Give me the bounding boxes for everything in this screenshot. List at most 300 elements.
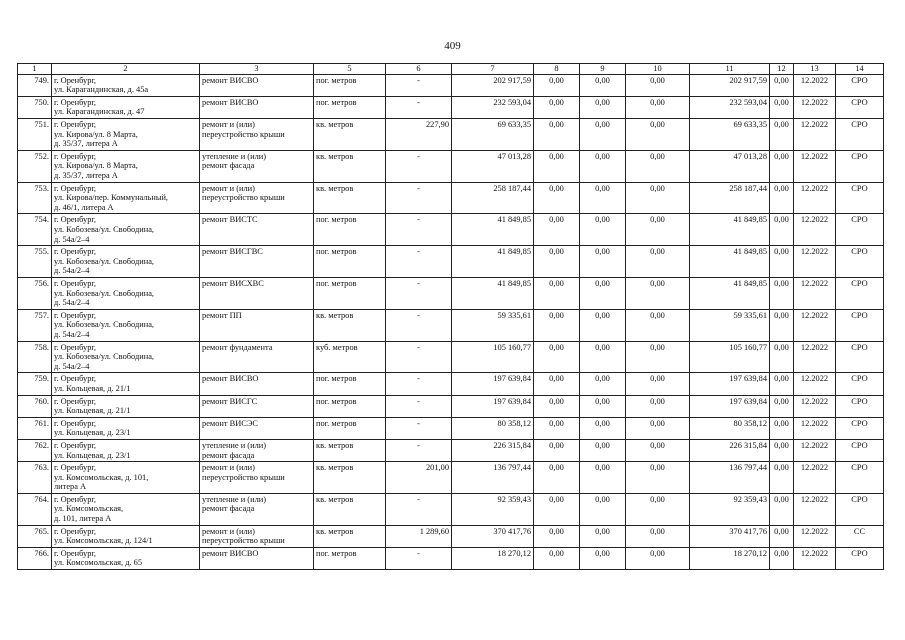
table-row <box>18 182 884 214</box>
address-cell-line: ул. Комсомольская, <box>54 504 124 514</box>
column-header: 5 <box>314 64 386 75</box>
work-type-cell-line: ремонт фундамента <box>202 342 273 352</box>
address-cell-line: г. Оренбург, <box>54 183 97 193</box>
work-type-cell-line: ремонт и (или) <box>202 463 255 473</box>
work-type-cell <box>200 277 314 309</box>
col14-cell: СРО <box>836 74 884 96</box>
table-row <box>18 246 884 278</box>
col8-cell: 0,00 <box>534 182 580 214</box>
col14-cell: СРО <box>836 417 884 439</box>
col13-cell: 12.2022 <box>794 150 836 182</box>
col9-cell: 0,00 <box>580 246 626 278</box>
work-type-cell <box>200 439 314 461</box>
address-cell <box>52 373 200 395</box>
col14-cell: СРО <box>836 309 884 341</box>
unit-cell: кв. метров <box>314 439 386 461</box>
col13-cell: 12.2022 <box>794 96 836 118</box>
table-row <box>18 74 884 96</box>
col12-cell: 0,00 <box>770 74 794 96</box>
table-row <box>18 214 884 246</box>
unit-cell: пог. метров <box>314 417 386 439</box>
address-cell-line: ул. Комсомольская, д. 124/1 <box>54 536 153 546</box>
table-row <box>18 547 884 569</box>
unit-cell: пог. метров <box>314 214 386 246</box>
col8-cell: 0,00 <box>534 246 580 278</box>
col9-cell: 0,00 <box>580 373 626 395</box>
col9-cell: 0,00 <box>580 493 626 525</box>
address-cell-line: ул. Комсомольская, д. 65 <box>54 558 143 568</box>
address-cell <box>52 182 200 214</box>
address-cell-line: д. 101, литера А <box>54 514 112 524</box>
row-number-cell: 761. <box>18 417 52 439</box>
address-cell-line: ул. Кольцевая, д. 23/1 <box>54 428 131 438</box>
col7-cell: 18 270,12 <box>452 547 534 569</box>
unit-cell: пог. метров <box>314 395 386 417</box>
col10-cell: 0,00 <box>626 150 690 182</box>
col8-cell: 0,00 <box>534 277 580 309</box>
col12-cell: 0,00 <box>770 96 794 118</box>
address-cell-line: ул. Кольцевая, д. 21/1 <box>54 406 131 416</box>
work-type-cell <box>200 182 314 214</box>
address-cell-line: д. 35/37, литера А <box>54 170 118 180</box>
work-type-cell <box>200 493 314 525</box>
col11-cell: 69 633,35 <box>690 118 770 150</box>
work-type-cell-line: ремонт и (или) <box>202 526 255 536</box>
work-type-cell-line: ремонт ВИСТС <box>202 215 258 225</box>
col7-cell: 41 849,85 <box>452 214 534 246</box>
address-cell <box>52 309 200 341</box>
col13-cell: 12.2022 <box>794 309 836 341</box>
address-cell-line: г. Оренбург, <box>54 247 97 257</box>
address-cell-line: ул. Кольцевая, д. 23/1 <box>54 450 131 460</box>
col9-cell: 0,00 <box>580 277 626 309</box>
col10-cell: 0,00 <box>626 417 690 439</box>
col8-cell: 0,00 <box>534 439 580 461</box>
work-type-cell <box>200 547 314 569</box>
col10-cell: 0,00 <box>626 309 690 341</box>
col14-cell: СРО <box>836 277 884 309</box>
col10-cell: 0,00 <box>626 74 690 96</box>
area-cell: - <box>386 493 452 525</box>
row-number-cell: 750. <box>18 96 52 118</box>
row-number-cell: 764. <box>18 493 52 525</box>
col12-cell: 0,00 <box>770 150 794 182</box>
work-type-cell-line: ремонт фасада <box>202 504 255 514</box>
col13-cell: 12.2022 <box>794 182 836 214</box>
table-body <box>18 74 884 569</box>
address-cell-line: д. 54а/2–4 <box>54 266 90 276</box>
address-cell-line: д. 54а/2–4 <box>54 329 90 339</box>
work-type-cell <box>200 462 314 494</box>
col10-cell: 0,00 <box>626 439 690 461</box>
work-type-cell-line: ремонт ВИСГВС <box>202 247 263 257</box>
col9-cell: 0,00 <box>580 214 626 246</box>
area-cell: - <box>386 547 452 569</box>
address-cell-line: ул. Карагандинская, д. 47 <box>54 107 145 117</box>
unit-cell: пог. метров <box>314 547 386 569</box>
col12-cell: 0,00 <box>770 417 794 439</box>
table-row <box>18 96 884 118</box>
col7-cell: 59 335,61 <box>452 309 534 341</box>
table-row <box>18 118 884 150</box>
col14-cell: СРО <box>836 182 884 214</box>
col7-cell: 197 639,84 <box>452 395 534 417</box>
col11-cell: 41 849,85 <box>690 246 770 278</box>
address-cell <box>52 246 200 278</box>
col9-cell: 0,00 <box>580 309 626 341</box>
address-cell <box>52 462 200 494</box>
col10-cell: 0,00 <box>626 373 690 395</box>
col9-cell: 0,00 <box>580 341 626 373</box>
col7-cell: 92 359,43 <box>452 493 534 525</box>
col11-cell: 202 917,59 <box>690 74 770 96</box>
column-header: 2 <box>52 64 200 75</box>
col12-cell: 0,00 <box>770 118 794 150</box>
table-row <box>18 462 884 494</box>
work-type-cell-line: ремонт ВИСВО <box>202 374 259 384</box>
col7-cell: 69 633,35 <box>452 118 534 150</box>
address-cell <box>52 493 200 525</box>
unit-cell: куб. метров <box>314 341 386 373</box>
col13-cell: 12.2022 <box>794 246 836 278</box>
table-row <box>18 493 884 525</box>
col11-cell: 136 797,44 <box>690 462 770 494</box>
col7-cell: 105 160,77 <box>452 341 534 373</box>
col11-cell: 92 359,43 <box>690 493 770 525</box>
column-header: 11 <box>690 64 770 75</box>
address-cell-line: г. Оренбург, <box>54 278 97 288</box>
col14-cell: СРО <box>836 96 884 118</box>
address-cell <box>52 439 200 461</box>
column-header: 3 <box>200 64 314 75</box>
unit-cell: пог. метров <box>314 246 386 278</box>
area-cell: - <box>386 150 452 182</box>
work-type-cell-line: утепление и (или) <box>202 151 267 161</box>
col13-cell: 12.2022 <box>794 74 836 96</box>
col12-cell: 0,00 <box>770 309 794 341</box>
col8-cell: 0,00 <box>534 118 580 150</box>
col8-cell: 0,00 <box>534 462 580 494</box>
column-header: 8 <box>534 64 580 75</box>
unit-cell: пог. метров <box>314 373 386 395</box>
area-cell: - <box>386 182 452 214</box>
address-cell-line: г. Оренбург, <box>54 463 97 473</box>
col12-cell: 0,00 <box>770 525 794 547</box>
unit-cell: кв. метров <box>314 525 386 547</box>
col7-cell: 202 917,59 <box>452 74 534 96</box>
col14-cell: СРО <box>836 214 884 246</box>
col10-cell: 0,00 <box>626 525 690 547</box>
address-cell <box>52 395 200 417</box>
col11-cell: 258 187,44 <box>690 182 770 214</box>
area-cell: - <box>386 246 452 278</box>
page-number: 409 <box>444 40 461 52</box>
col13-cell: 12.2022 <box>794 525 836 547</box>
row-number-cell: 749. <box>18 74 52 96</box>
address-cell-line: ул. Кобозева/ул. Свободина, <box>54 352 155 362</box>
address-cell <box>52 525 200 547</box>
col13-cell: 12.2022 <box>794 439 836 461</box>
work-type-cell-line: ремонт ВИСВО <box>202 75 259 85</box>
col8-cell: 0,00 <box>534 417 580 439</box>
col12-cell: 0,00 <box>770 277 794 309</box>
col12-cell: 0,00 <box>770 395 794 417</box>
col14-cell: СРО <box>836 462 884 494</box>
col7-cell: 226 315,84 <box>452 439 534 461</box>
col13-cell: 12.2022 <box>794 341 836 373</box>
area-cell: - <box>386 373 452 395</box>
col14-cell: СРО <box>836 547 884 569</box>
work-type-cell-line: ремонт и (или) <box>202 119 255 129</box>
col14-cell: СРО <box>836 395 884 417</box>
row-number-cell: 755. <box>18 246 52 278</box>
work-type-cell-line: переустройство крыши <box>202 536 285 546</box>
col10-cell: 0,00 <box>626 462 690 494</box>
table-row <box>18 395 884 417</box>
column-header: 7 <box>452 64 534 75</box>
column-header: 9 <box>580 64 626 75</box>
address-cell <box>52 547 200 569</box>
work-type-cell-line: ремонт ВИСГС <box>202 396 258 406</box>
col9-cell: 0,00 <box>580 96 626 118</box>
col12-cell: 0,00 <box>770 341 794 373</box>
col10-cell: 0,00 <box>626 96 690 118</box>
row-number-cell: 757. <box>18 309 52 341</box>
column-header: 13 <box>794 64 836 75</box>
work-type-cell-line: ремонт ВИСХВС <box>202 278 264 288</box>
col11-cell: 197 639,84 <box>690 395 770 417</box>
col8-cell: 0,00 <box>534 214 580 246</box>
col12-cell: 0,00 <box>770 246 794 278</box>
col12-cell: 0,00 <box>770 439 794 461</box>
col7-cell: 47 013,28 <box>452 150 534 182</box>
row-number-cell: 756. <box>18 277 52 309</box>
col8-cell: 0,00 <box>534 96 580 118</box>
work-type-cell <box>200 341 314 373</box>
address-cell <box>52 150 200 182</box>
work-type-cell <box>200 246 314 278</box>
col12-cell: 0,00 <box>770 373 794 395</box>
col11-cell: 370 417,76 <box>690 525 770 547</box>
address-cell-line: г. Оренбург, <box>54 548 97 558</box>
address-cell <box>52 118 200 150</box>
work-type-cell-line: переустройство крыши <box>202 129 285 139</box>
work-type-cell <box>200 417 314 439</box>
address-cell-line: ул. Кобозева/ул. Свободина, <box>54 224 155 234</box>
work-type-cell <box>200 525 314 547</box>
unit-cell: пог. метров <box>314 74 386 96</box>
address-cell-line: д. 54а/2–4 <box>54 298 90 308</box>
row-number-cell: 758. <box>18 341 52 373</box>
address-cell <box>52 214 200 246</box>
col13-cell: 12.2022 <box>794 118 836 150</box>
column-header: 6 <box>386 64 452 75</box>
col12-cell: 0,00 <box>770 214 794 246</box>
address-cell-line: ул. Кобозева/ул. Свободина, <box>54 320 155 330</box>
col8-cell: 0,00 <box>534 309 580 341</box>
column-header: 12 <box>770 64 794 75</box>
area-cell: - <box>386 439 452 461</box>
work-type-cell <box>200 150 314 182</box>
work-type-cell <box>200 395 314 417</box>
row-number-cell: 763. <box>18 462 52 494</box>
column-header: 14 <box>836 64 884 75</box>
work-type-cell-line: утепление и (или) <box>202 494 267 504</box>
table-row <box>18 150 884 182</box>
col8-cell: 0,00 <box>534 341 580 373</box>
address-cell-line: д. 46/1, литера А <box>54 202 114 212</box>
work-type-cell <box>200 373 314 395</box>
address-cell-line: г. Оренбург, <box>54 215 97 225</box>
address-cell-line: д. 35/37, литера А <box>54 139 118 149</box>
table-row <box>18 525 884 547</box>
address-cell-line: литера А <box>54 482 87 492</box>
row-number-cell: 759. <box>18 373 52 395</box>
col11-cell: 41 849,85 <box>690 214 770 246</box>
col7-cell: 80 358,12 <box>452 417 534 439</box>
work-type-cell-line: ремонт фасада <box>202 450 255 460</box>
address-cell <box>52 277 200 309</box>
area-cell: - <box>386 277 452 309</box>
address-cell-line: г. Оренбург, <box>54 526 97 536</box>
col7-cell: 258 187,44 <box>452 182 534 214</box>
col13-cell: 12.2022 <box>794 417 836 439</box>
row-number-cell: 760. <box>18 395 52 417</box>
col11-cell: 80 358,12 <box>690 417 770 439</box>
table-row <box>18 277 884 309</box>
col12-cell: 0,00 <box>770 462 794 494</box>
address-cell-line: г. Оренбург, <box>54 97 97 107</box>
col13-cell: 12.2022 <box>794 493 836 525</box>
col14-cell: СРО <box>836 373 884 395</box>
column-header: 1 <box>18 64 52 75</box>
col7-cell: 232 593,04 <box>452 96 534 118</box>
col9-cell: 0,00 <box>580 417 626 439</box>
address-cell-line: ул. Комсомольская, д. 101, <box>54 472 149 482</box>
col9-cell: 0,00 <box>580 547 626 569</box>
col14-cell: СРО <box>836 493 884 525</box>
col7-cell: 41 849,85 <box>452 246 534 278</box>
table-row <box>18 417 884 439</box>
col7-cell: 136 797,44 <box>452 462 534 494</box>
col13-cell: 12.2022 <box>794 462 836 494</box>
unit-cell: кв. метров <box>314 309 386 341</box>
row-number-cell: 762. <box>18 439 52 461</box>
col11-cell: 18 270,12 <box>690 547 770 569</box>
area-cell: - <box>386 96 452 118</box>
unit-cell: кв. метров <box>314 118 386 150</box>
address-cell-line: г. Оренбург, <box>54 151 97 161</box>
work-type-cell-line: ремонт ВИСВО <box>202 548 259 558</box>
work-type-cell <box>200 309 314 341</box>
area-cell: - <box>386 395 452 417</box>
col10-cell: 0,00 <box>626 214 690 246</box>
row-number-cell: 752. <box>18 150 52 182</box>
col13-cell: 12.2022 <box>794 277 836 309</box>
col11-cell: 59 335,61 <box>690 309 770 341</box>
col13-cell: 12.2022 <box>794 373 836 395</box>
address-cell <box>52 417 200 439</box>
col13-cell: 12.2022 <box>794 214 836 246</box>
address-cell-line: г. Оренбург, <box>54 310 97 320</box>
col11-cell: 232 593,04 <box>690 96 770 118</box>
col9-cell: 0,00 <box>580 395 626 417</box>
col8-cell: 0,00 <box>534 395 580 417</box>
col7-cell: 41 849,85 <box>452 277 534 309</box>
registry-table <box>17 63 884 570</box>
unit-cell: кв. метров <box>314 493 386 525</box>
table-row <box>18 439 884 461</box>
col8-cell: 0,00 <box>534 525 580 547</box>
area-cell: - <box>386 309 452 341</box>
col8-cell: 0,00 <box>534 373 580 395</box>
row-number-cell: 751. <box>18 118 52 150</box>
work-type-cell-line: ремонт ПП <box>202 310 242 320</box>
col14-cell: СС <box>836 525 884 547</box>
col9-cell: 0,00 <box>580 462 626 494</box>
address-cell-line: ул. Кобозева/ул. Свободина, <box>54 288 155 298</box>
col12-cell: 0,00 <box>770 493 794 525</box>
col11-cell: 105 160,77 <box>690 341 770 373</box>
area-cell: 1 289,60 <box>386 525 452 547</box>
row-number-cell: 754. <box>18 214 52 246</box>
col12-cell: 0,00 <box>770 182 794 214</box>
col9-cell: 0,00 <box>580 74 626 96</box>
address-cell-line: г. Оренбург, <box>54 119 97 129</box>
column-header: 10 <box>626 64 690 75</box>
address-cell <box>52 96 200 118</box>
col11-cell: 41 849,85 <box>690 277 770 309</box>
col10-cell: 0,00 <box>626 118 690 150</box>
address-cell-line: ул. Кобозева/ул. Свободина, <box>54 256 155 266</box>
col10-cell: 0,00 <box>626 395 690 417</box>
header-row <box>18 64 884 75</box>
col12-cell: 0,00 <box>770 547 794 569</box>
row-number-cell: 765. <box>18 525 52 547</box>
address-cell-line: ул. Карагандинская, д. 45а <box>54 85 149 95</box>
work-type-cell-line: ремонт и (или) <box>202 183 255 193</box>
work-type-cell <box>200 74 314 96</box>
address-cell-line: г. Оренбург, <box>54 494 97 504</box>
col10-cell: 0,00 <box>626 277 690 309</box>
col8-cell: 0,00 <box>534 150 580 182</box>
table-row <box>18 373 884 395</box>
work-type-cell-line: утепление и (или) <box>202 440 267 450</box>
col11-cell: 197 639,84 <box>690 373 770 395</box>
col9-cell: 0,00 <box>580 150 626 182</box>
area-cell: - <box>386 341 452 373</box>
col10-cell: 0,00 <box>626 246 690 278</box>
address-cell-line: г. Оренбург, <box>54 440 97 450</box>
col14-cell: СРО <box>836 439 884 461</box>
row-number-cell: 766. <box>18 547 52 569</box>
area-cell: 227,90 <box>386 118 452 150</box>
col8-cell: 0,00 <box>534 74 580 96</box>
address-cell-line: д. 54а/2–4 <box>54 234 90 244</box>
area-cell: 201,00 <box>386 462 452 494</box>
address-cell-line: д. 54а/2–4 <box>54 361 90 371</box>
table-row <box>18 309 884 341</box>
address-cell-line: ул. Кольцевая, д. 21/1 <box>54 383 131 393</box>
unit-cell: пог. метров <box>314 277 386 309</box>
unit-cell: кв. метров <box>314 150 386 182</box>
col9-cell: 0,00 <box>580 118 626 150</box>
col9-cell: 0,00 <box>580 439 626 461</box>
area-cell: - <box>386 417 452 439</box>
unit-cell: пог. метров <box>314 96 386 118</box>
unit-cell: кв. метров <box>314 462 386 494</box>
col7-cell: 370 417,76 <box>452 525 534 547</box>
